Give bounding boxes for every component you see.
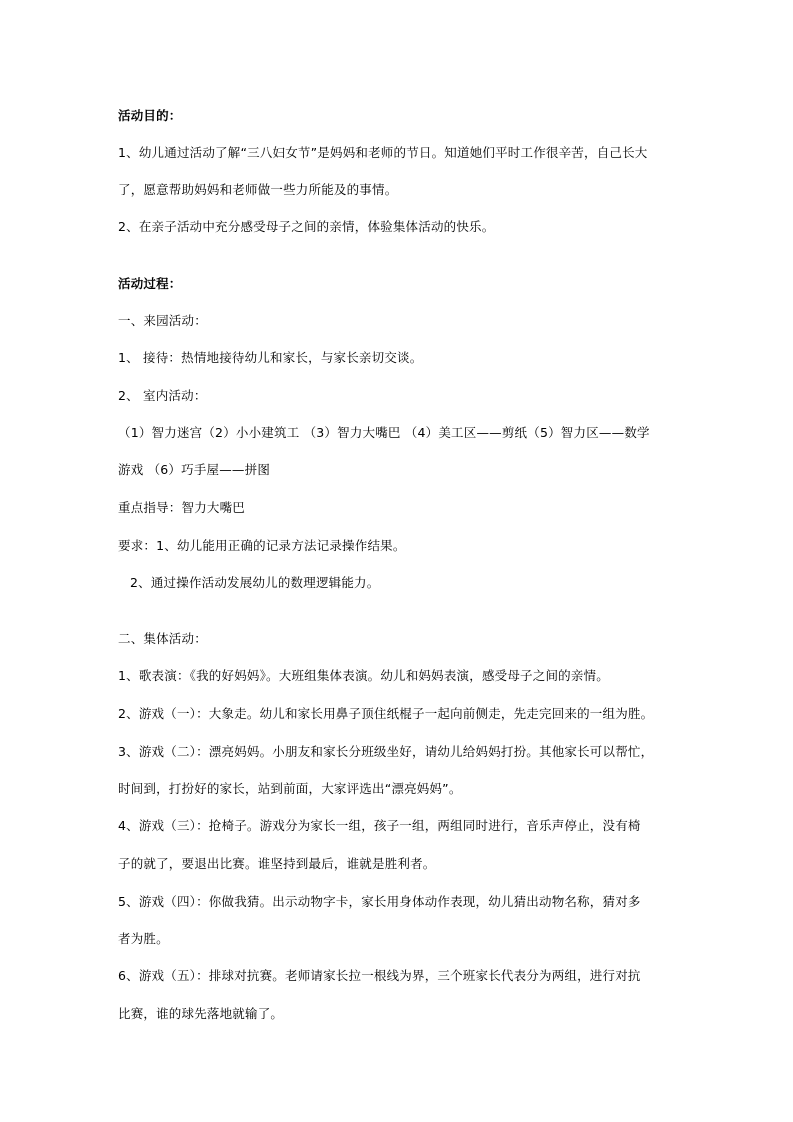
arrival-line-5: 重点指导：智力大嘴巴 <box>118 500 246 515</box>
arrival-line-2: 2、 室内活动： <box>118 388 207 403</box>
group-line-10: 比赛，谁的球先落地就输了。 <box>118 1006 284 1021</box>
purpose-line-1: 1、幼儿通过活动了解“三八妇女节”是妈妈和老师的节日。知道她们平时工作很辛苦，自己长大 <box>118 145 648 160</box>
arrival-line-4: 游戏 （6）巧手屋——拼图 <box>118 462 271 477</box>
section-heading-process: 活动过程： <box>118 276 182 291</box>
part-title-arrival: 一、来园活动： <box>118 313 207 328</box>
arrival-line-6: 要求：1、幼儿能用正确的记录方法记录操作结果。 <box>118 538 406 553</box>
arrival-line-1: 1、 接待：热情地接待幼儿和家长，与家长亲切交谈。 <box>118 350 423 365</box>
group-line-2: 2、游戏（一）：大象走。幼儿和家长用鼻子顶住纸棍子一起向前侧走，先走完回来的一组为胜。 <box>118 706 654 721</box>
group-line-5: 4、游戏（三）：抢椅子。游戏分为家长一组，孩子一组，两组同时进行，音乐声停止，没有椅 <box>118 818 641 833</box>
group-line-1: 1、歌表演：《我的好妈妈》。大班组集体表演。幼儿和妈妈表演，感受母子之间的亲情。 <box>118 668 609 683</box>
group-line-3: 3、游戏（二）：漂亮妈妈。小朋友和家长分班级坐好，请幼儿给妈妈打扮。其他家长可以帮忙， <box>118 744 654 759</box>
section-heading-purpose: 活动目的： <box>118 108 182 123</box>
arrival-line-3: （1）智力迷宫（2）小小建筑工 （3）智力大嘴巴 （4）美工区——剪纸（5）智力区——数学 <box>118 425 650 440</box>
group-line-9: 6、游戏（五）：排球对抗赛。老师请家长拉一根线为界，三个班家长代表分为两组，进行对抗 <box>118 968 641 983</box>
group-line-6: 子的就了，要退出比赛。谁坚持到最后，谁就是胜利者。 <box>118 856 436 871</box>
group-line-4: 时间到，打扮好的家长，站到前面，大家评选出“漂亮妈妈”。 <box>118 781 462 796</box>
purpose-line-3: 2、在亲子活动中充分感受母子之间的亲情，体验集体活动的快乐。 <box>118 219 495 234</box>
group-line-8: 者为胜。 <box>118 931 169 946</box>
purpose-line-2: 了，愿意帮助妈妈和老师做一些力所能及的事情。 <box>118 182 398 197</box>
part-title-group: 二、集体活动： <box>118 631 207 646</box>
arrival-line-7: 2、通过操作活动发展幼儿的数理逻辑能力。 <box>130 575 380 590</box>
group-line-7: 5、游戏（四）：你做我猜。出示动物字卡，家长用身体动作表现，幼儿猜出动物名称，猜对多 <box>118 894 641 909</box>
